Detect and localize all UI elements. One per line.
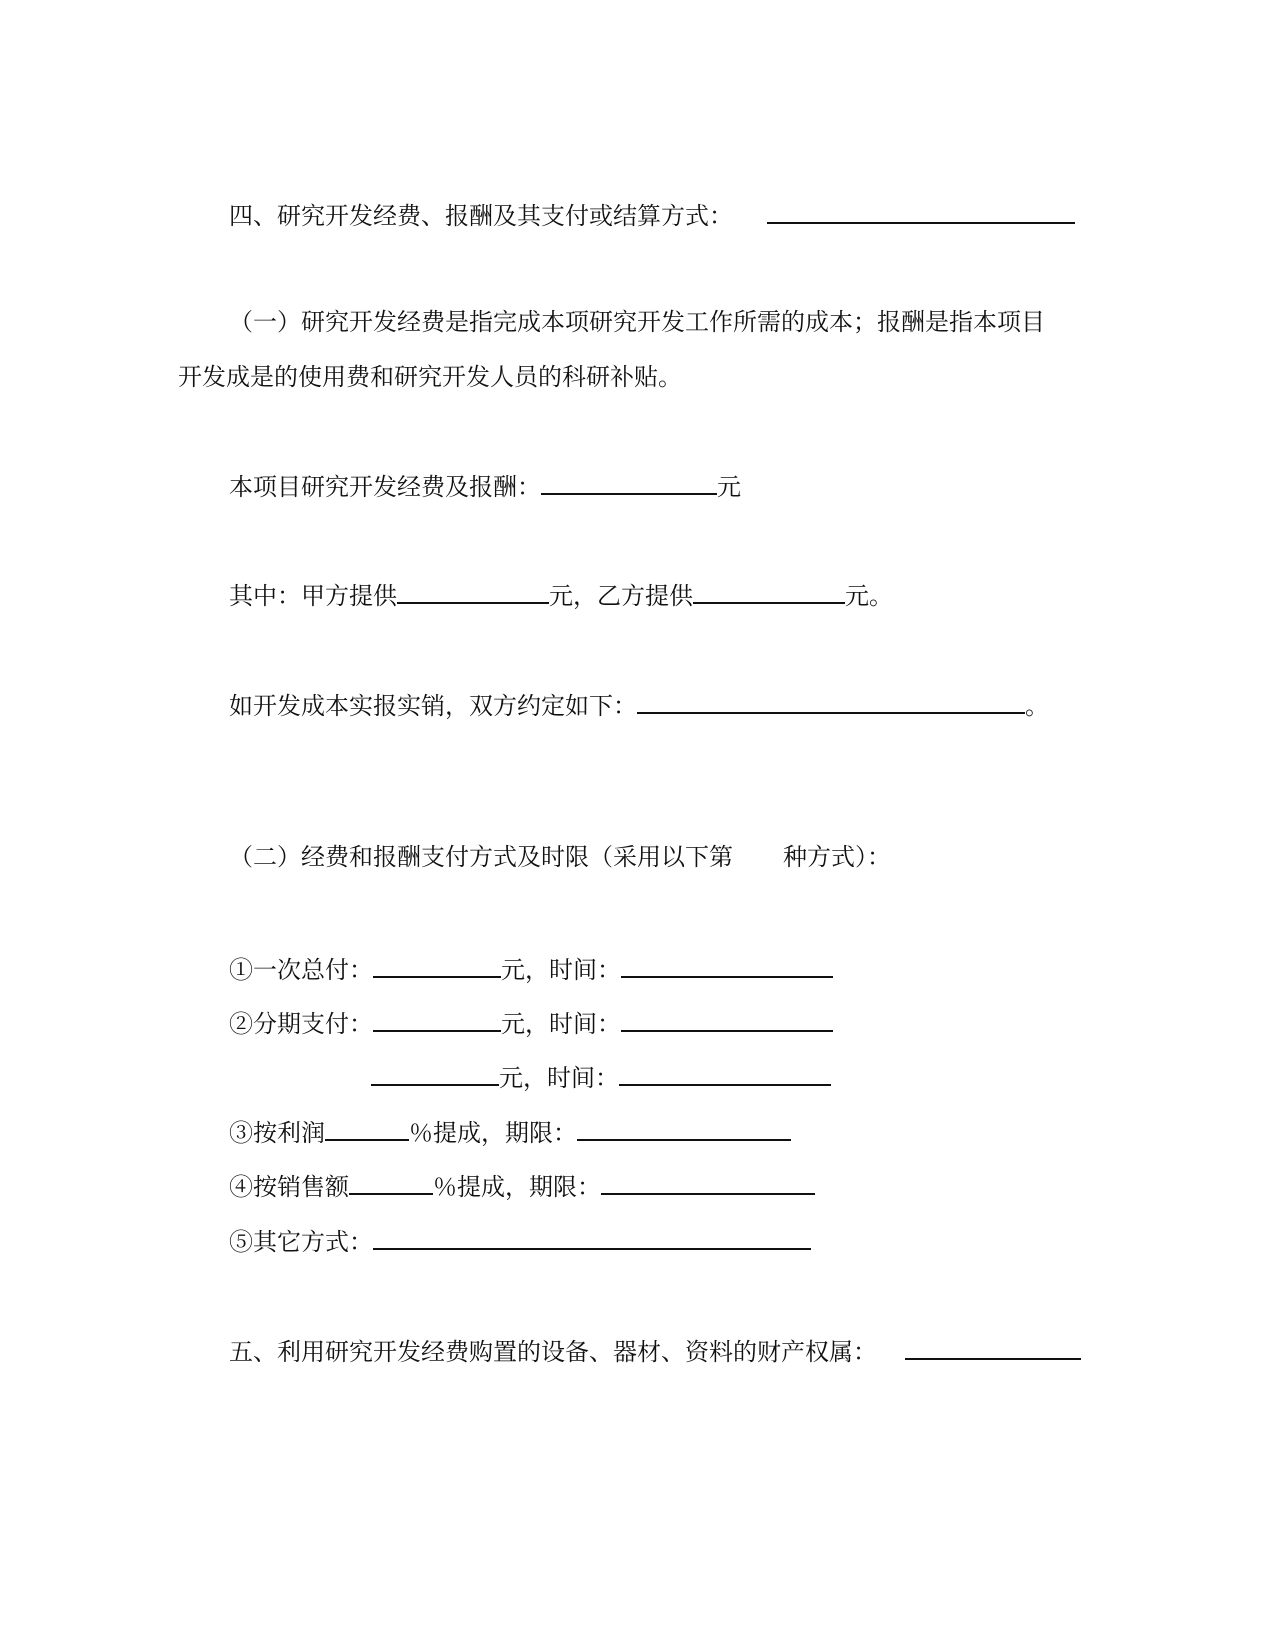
option1-label: ①一次总付： bbox=[229, 956, 373, 984]
option3-period-label: ％提成，期限： bbox=[409, 1119, 577, 1147]
option1-time-field[interactable] bbox=[621, 950, 833, 978]
option1-line bbox=[229, 950, 833, 984]
unit-yuan-end: 元。 bbox=[845, 582, 893, 610]
section5-heading-line bbox=[229, 1332, 1081, 1366]
option3-label: ③按利润 bbox=[229, 1119, 325, 1147]
option4-line bbox=[229, 1167, 815, 1201]
party-a-label: 其中：甲方提供 bbox=[229, 582, 397, 610]
option5-other-field[interactable] bbox=[373, 1222, 811, 1250]
reimburse-terms-field[interactable] bbox=[637, 686, 1025, 714]
option2-line-2 bbox=[371, 1058, 831, 1092]
section4-heading-line bbox=[229, 196, 1075, 230]
part1-line1 bbox=[229, 305, 1045, 339]
part1-text-2: 开发成是的使用费和研究开发人员的科研补贴。 bbox=[178, 363, 682, 391]
option4-label: ④按销售额 bbox=[229, 1173, 349, 1201]
section4-heading: 四、研究开发经费、报酬及其支付或结算方式： bbox=[229, 202, 733, 230]
part2-heading-line bbox=[229, 840, 891, 874]
option2-time-field-2[interactable] bbox=[619, 1058, 831, 1086]
unit-yuan: 元 bbox=[717, 473, 741, 501]
party-b-amount-field[interactable] bbox=[693, 576, 845, 604]
party-a-amount-field[interactable] bbox=[397, 576, 549, 604]
reimburse-label: 如开发成本实报实销，双方约定如下： bbox=[229, 692, 637, 720]
option2-time-label-1: 元，时间： bbox=[501, 1010, 621, 1038]
option5-label: ⑤其它方式： bbox=[229, 1228, 373, 1256]
part1-text-1: （一）研究开发经费是指完成本项研究开发工作所需的成本；报酬是指本项目 bbox=[229, 308, 1045, 336]
total-cost-label: 本项目研究开发经费及报酬： bbox=[229, 473, 541, 501]
part1-line2 bbox=[178, 360, 682, 394]
part2-heading-start: （二）经费和报酬支付方式及时限（采用以下第 bbox=[229, 843, 733, 871]
contribution-line bbox=[229, 576, 893, 610]
property-ownership-field[interactable] bbox=[905, 1332, 1081, 1360]
option2-time-label-2: 元，时间： bbox=[499, 1064, 619, 1092]
reimburse-line bbox=[229, 686, 1049, 720]
party-b-label: 元，乙方提供 bbox=[549, 582, 693, 610]
option2-amount-field-1[interactable] bbox=[373, 1004, 501, 1032]
option3-percent-field[interactable] bbox=[325, 1113, 409, 1141]
option4-percent-field[interactable] bbox=[349, 1167, 433, 1195]
total-cost-field[interactable] bbox=[541, 467, 717, 495]
period-mark: 。 bbox=[1025, 692, 1049, 720]
option2-line bbox=[229, 1004, 833, 1038]
settlement-method-field[interactable] bbox=[767, 196, 1075, 224]
option2-label: ②分期支付： bbox=[229, 1010, 373, 1038]
option4-period-field[interactable] bbox=[601, 1167, 815, 1195]
option4-period-label: ％提成，期限： bbox=[433, 1173, 601, 1201]
option1-time-label: 元，时间： bbox=[501, 956, 621, 984]
option2-time-field-1[interactable] bbox=[621, 1004, 833, 1032]
option3-line bbox=[229, 1113, 791, 1147]
part2-heading-end: 种方式）： bbox=[783, 843, 891, 871]
section5-heading: 五、利用研究开发经费购置的设备、器材、资料的财产权属： bbox=[229, 1338, 877, 1366]
option1-amount-field[interactable] bbox=[373, 950, 501, 978]
option5-line bbox=[229, 1222, 811, 1256]
option3-period-field[interactable] bbox=[577, 1113, 791, 1141]
option2-amount-field-2[interactable] bbox=[371, 1058, 499, 1086]
total-cost-line bbox=[229, 467, 741, 501]
